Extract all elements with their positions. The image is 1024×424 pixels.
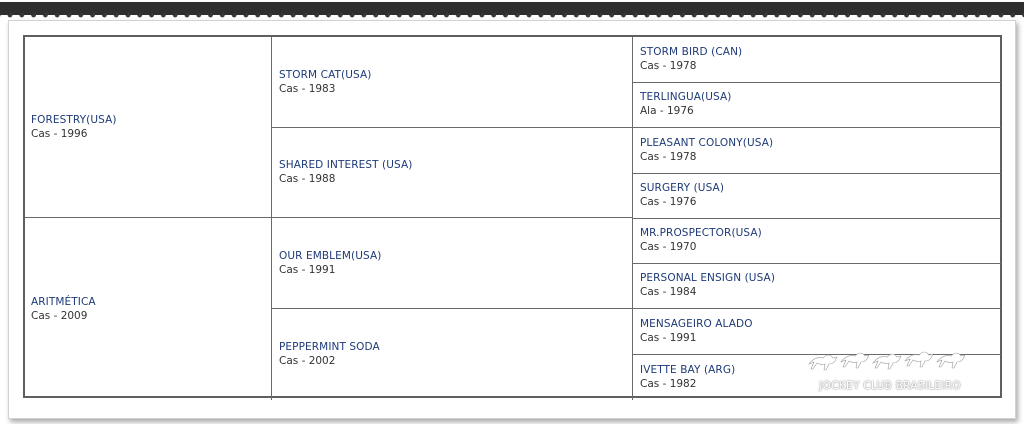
- g3-cell[interactable]: [633, 218, 1002, 264]
- dam-cell[interactable]: [25, 218, 272, 400]
- g3-name: MR.PROSPECTOR(USA): [640, 226, 762, 239]
- pedigree-tree: [23, 35, 1002, 398]
- g3-info: Cas - 1970: [640, 240, 697, 253]
- g3-cell[interactable]: [633, 83, 1002, 129]
- spiral-binding: [0, 0, 1024, 22]
- dam-sire-info: Cas - 1991: [279, 263, 336, 276]
- dam-sire-name: OUR EMBLEM(USA): [279, 249, 382, 262]
- g3-name: MENSAGEIRO ALADO: [640, 317, 753, 330]
- sire-cell[interactable]: [25, 37, 272, 218]
- g3-info: Cas - 1978: [640, 59, 697, 72]
- dam-info: Cas - 2009: [31, 309, 88, 322]
- sire-dam-name: SHARED INTEREST (USA): [279, 159, 413, 171]
- watermark-text: JOCKEY CLUB BRASILEIRO: [819, 380, 961, 392]
- pedigree-card: [8, 20, 1016, 419]
- dam-dam-cell[interactable]: [272, 309, 633, 400]
- sire-sire-name: STORM CAT(USA): [279, 68, 372, 81]
- g3-cell[interactable]: [633, 174, 1002, 220]
- dam-name: ARITMÉTICA: [31, 295, 96, 308]
- sire-info: Cas - 1996: [31, 127, 88, 140]
- dam-sire-cell[interactable]: [272, 218, 633, 309]
- g3-cell[interactable]: [633, 264, 1002, 310]
- sire-sire-cell[interactable]: [272, 37, 633, 128]
- sire-dam-info: Cas - 1988: [279, 173, 336, 185]
- g3-cell[interactable]: [633, 37, 1002, 83]
- sire-sire-info: Cas - 1983: [279, 82, 336, 95]
- g3-info: Cas - 1982: [640, 377, 697, 390]
- g3-name: SURGERY (USA): [640, 182, 725, 195]
- g3-name: TERLINGUA(USA): [640, 91, 732, 104]
- sire-name: FORESTRY(USA): [31, 113, 117, 126]
- g3-info: Cas - 1976: [640, 196, 697, 209]
- g3-name: IVETTE BAY (ARG): [640, 363, 736, 376]
- sire-dam-cell[interactable]: [272, 128, 633, 218]
- g3-info: Ala - 1976: [640, 105, 694, 118]
- g3-name: PERSONAL ENSIGN (USA): [640, 272, 776, 285]
- g3-cell[interactable]: [633, 355, 1002, 401]
- dam-dam-info: Cas - 2002: [279, 355, 336, 367]
- g3-cell[interactable]: [633, 128, 1002, 174]
- g3-info: Cas - 1984: [640, 286, 697, 299]
- dam-dam-name: PEPPERMINT SODA: [279, 341, 380, 353]
- g3-info: Cas - 1991: [640, 331, 697, 344]
- g3-name: PLEASANT COLONY(USA): [640, 136, 774, 149]
- g3-name: STORM BIRD (CAN): [640, 45, 743, 58]
- g3-info: Cas - 1978: [640, 150, 697, 163]
- g3-cell[interactable]: [633, 309, 1002, 355]
